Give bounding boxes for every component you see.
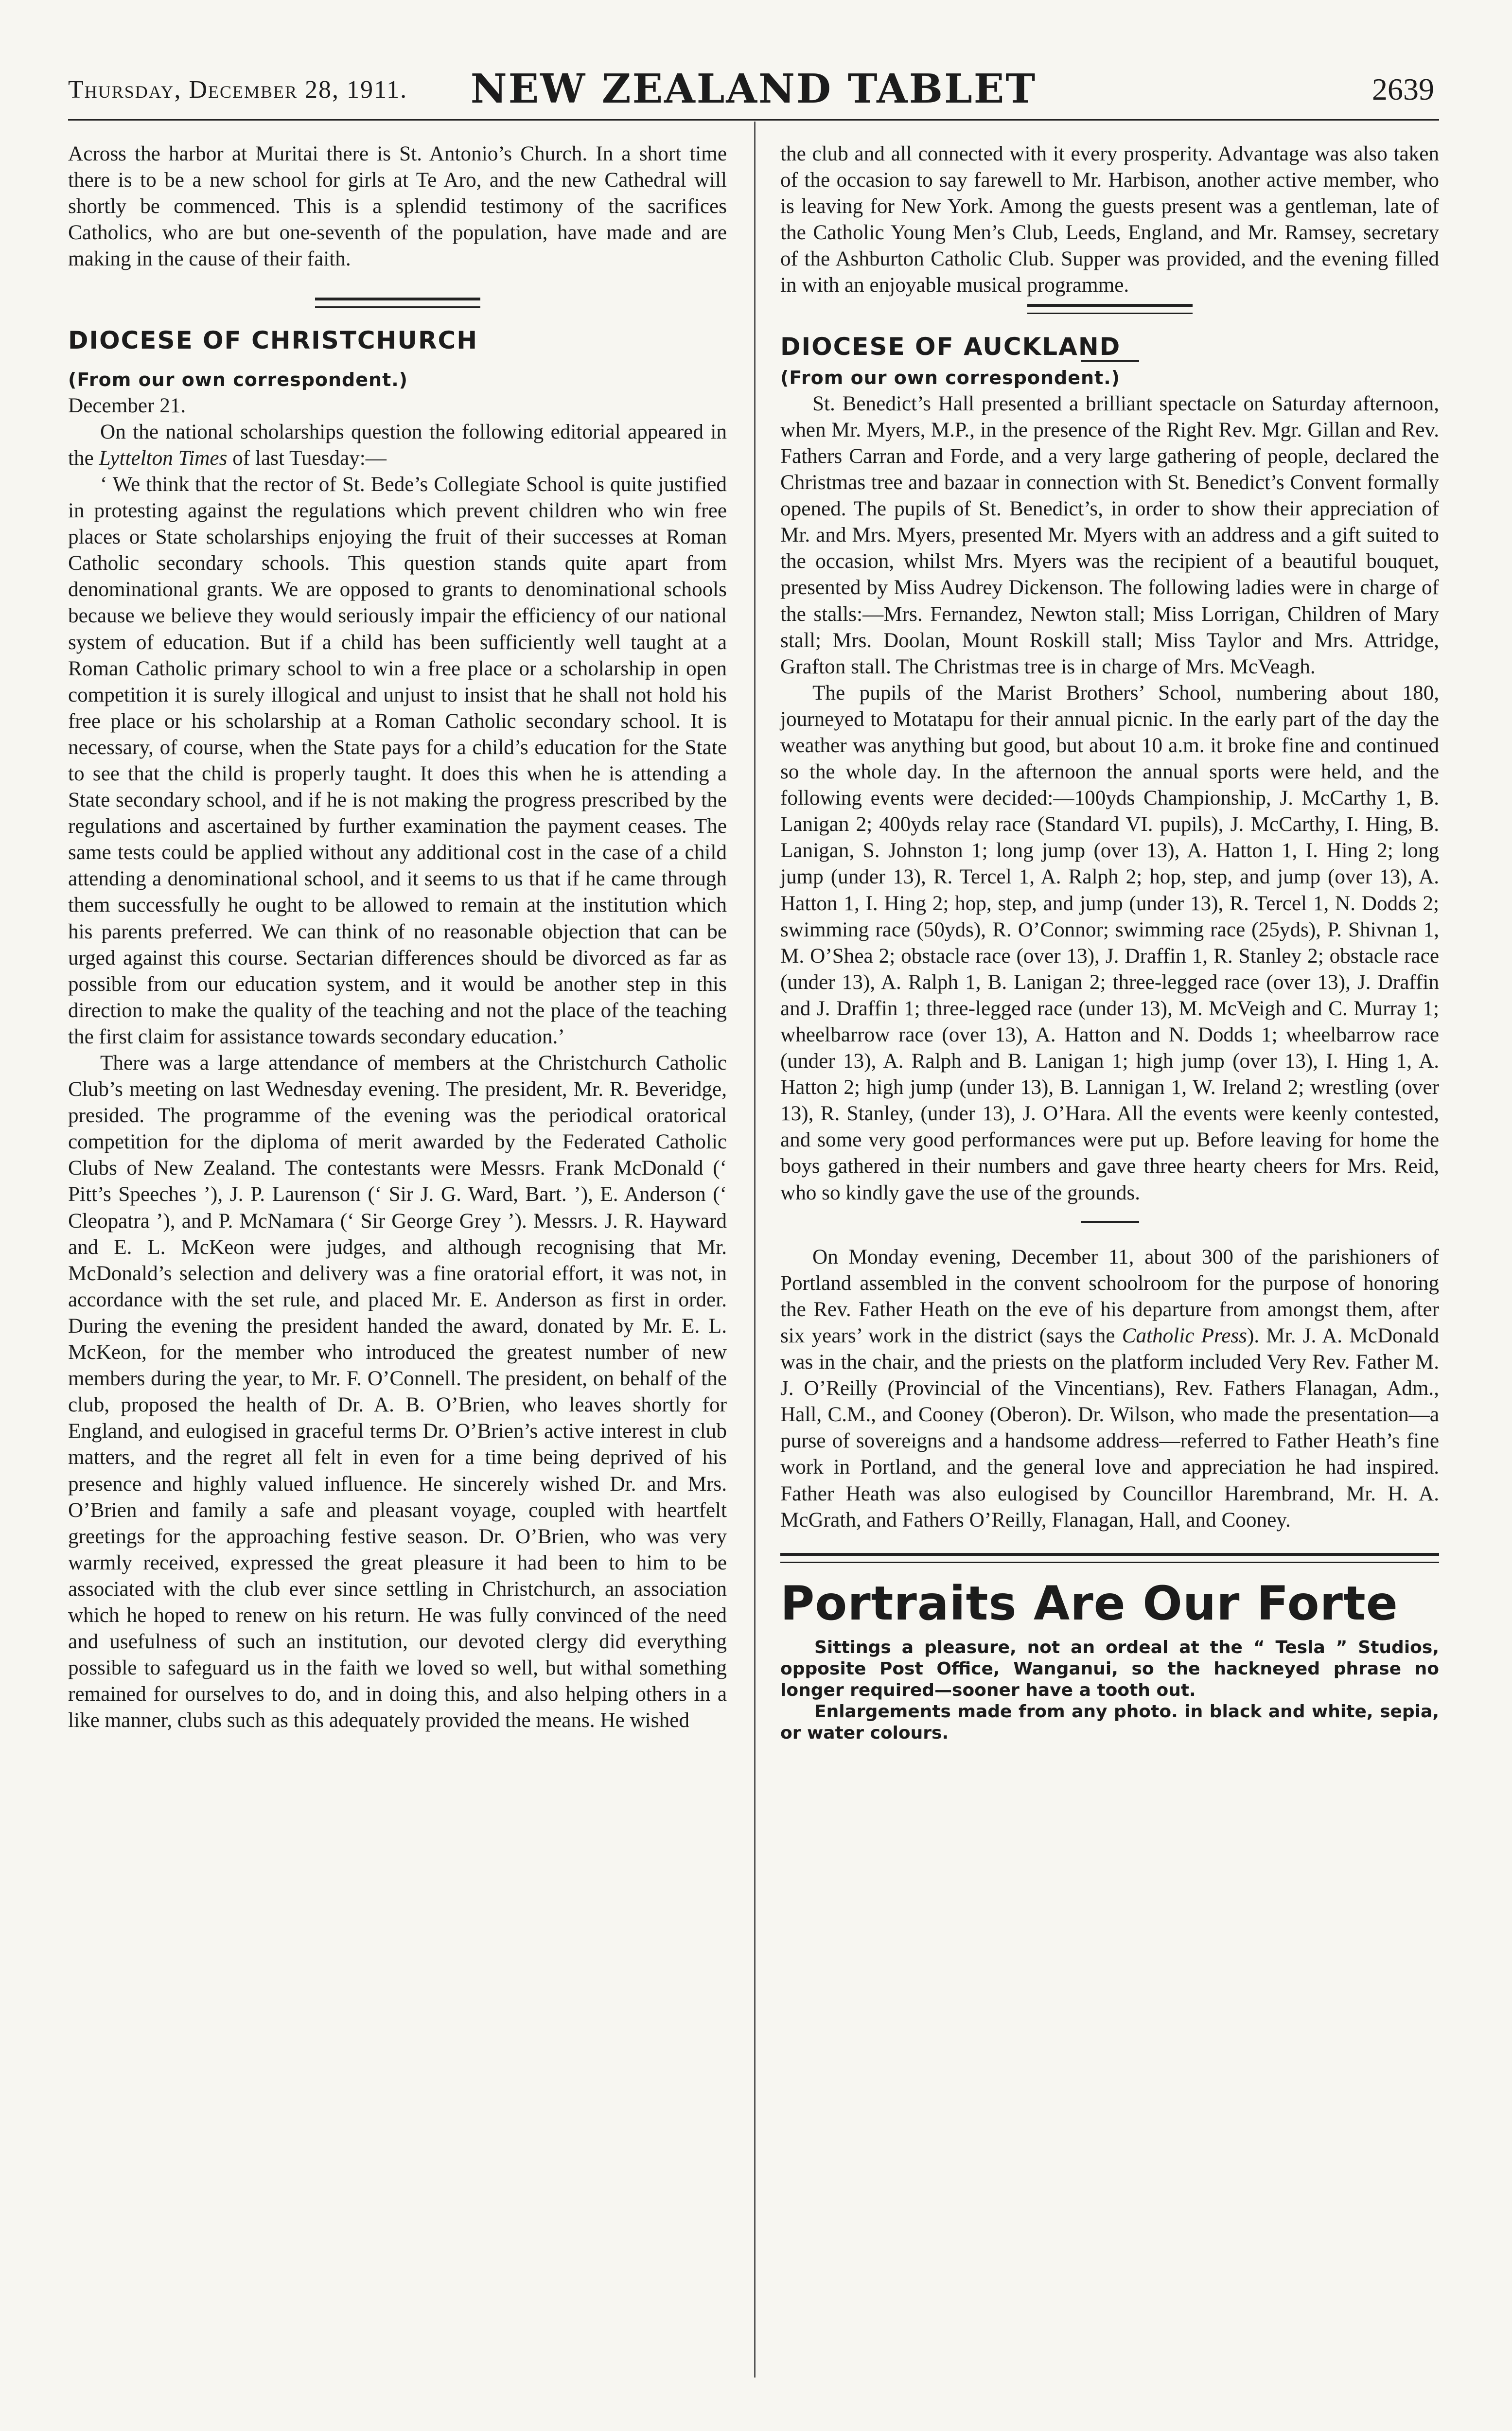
advertisement-line-sittings: Sittings a pleasure, not an ordeal at the “ Tesla ” Studios, opposite Post Office, Wanganui, so the hackneyed phrase no longer required—sooner have a tooth out. <box>780 1637 1439 1700</box>
issue-date: Thursday, December 28, 1911. <box>68 76 408 104</box>
advertisement-rule <box>780 1553 1439 1563</box>
column-divider <box>754 122 756 2378</box>
scholarship-intro-end: of last Tuesday:— <box>227 446 387 470</box>
portland-report-end: ). Mr. J. A. McDonald was in the chair, and the priests on the platform included Very Rev. Father M. J. O’Reilly (Provincial of the Vincentians), Rev. Fathers Flanagan, Adm., Hall, C.M., and Cooney (Oberon). Dr. Wilson, who made the presentation—a purse of sovereigns and a handsome address—referred to Father Heath’s fine work in Portland, and the general love and appreciation he had inspired. Father Heath was also eulogised by Councillor Harembrand, Mr. H. A. McGrath, and Fathers O’Reilly, Flanagan, Hall, and Cooney. <box>780 1324 1439 1532</box>
marist-picnic-report: The pupils of the Marist Brothers’ School, numbering about 180, journeyed to Motatapu for their annual picnic. In the early part of the day the weather was anything but good, but about 10 a.m. it broke fine and continued so the whole day. In the afternoon the annual sports were held, and the following events were decided:—100yds Championship, J. McCarthy 1, B. Lanigan 2; 400yds relay race (Standard VI. pupils), J. McCarthy, I. Hing, B. Lanigan, S. Johnston 1; long jump (over 13), A. Hatton 1, I. Hing 2; long jump (under 13), R. Tercel 1, A. Ralph 2; hop, step, and jump (over 13), A. Hatton 1, I. Hing 2; hop, step, and jump (under 13), R. Tercel 1, N. Dodds 2; swimming race (50yds), R. O’Connor; swimming race (25yds), P. Shivnan 1, M. O’Shea 2; obstacle race (over 13), J. Draffin 1, R. Stanley 2; obstacle race (under 13), A. Ralph 1, B. Lanigan 2; three-legged race (over 13), J. Draffin and J. Draffin 1; three-legged race (under 13), M. McVeigh and C. Murray 1; wheelbarrow race (over 13), A. Hatton and N. Dodds 1; wheelbarrow race (under 13), A. Ralph and B. Lanigan 1; high jump (over 13), I. Hing 1, A. Hatton 2; high jump (under 13), B. Lannigan 1, W. Ireland 2; wrestling (over 13), R. Stanley, (under 13), J. O’Hara. All the events were keenly contested, and some very good performances were put up. Before leaving for home the boys gathered in their numbers and gave three hearty cheers for Mrs. Reid, who so kindly gave the use of the grounds. <box>780 681 1439 1204</box>
auckland-correspondent: (From our own correspondent.) <box>780 367 1121 388</box>
st-benedicts-report: St. Benedict’s Hall presented a brilliant spectacle on Saturday afternoon, when Mr. Myers, M.P., in the presence of the Right Rev. Mgr. Gillan and Rev. Fathers Carran and Forde, and a very large gathering of people, declared the Christmas tree and bazaar in connection with St. Benedict’s Convent formally opened. The pupils of St. Benedict’s, in order to show their appreciation of Mr. and Mrs. Myers, presented Mr. Myers with an address and a gift suited to the occasion, whilst Mrs. Myers was the recipient of a beautiful bouquet, presented by Miss Audrey Dickenson. The following ladies were in charge of the stalls:—Mrs. Fernandez, Newton stall; Miss Lorrigan, Children of Mary stall; Mrs. Doolan, Mount Roskill stall; Miss Taylor and Mrs. Attridge, Grafton stall. The Christmas tree is in charge of Mrs. McVeagh. <box>780 392 1439 678</box>
page-number: 2639 <box>1372 72 1434 106</box>
auckland-heading: DIOCESE OF AUCKLAND <box>780 332 1121 361</box>
catholic-press-title: Catholic Press <box>1122 1324 1247 1347</box>
advertisement-title: Portraits Are Our Forte <box>780 1576 1398 1631</box>
section-separator <box>1027 304 1193 314</box>
club-meeting-report: There was a large attendance of members at the Christchurch Catholic Club’s meeting on last Wednesday evening. The president, Mr. R. Beveridge, presided. The programme of the evening was the periodical oratorical competition for the diploma of merit awarded by the Federated Catholic Clubs of New Zealand. The contestants were Messrs. Frank McDonald (‘ Pitt’s Speeches ’), J. P. Laurenson (‘ Sir J. G. Ward, Bart. ’), E. Anderson (‘ Cleopatra ’), and P. McNamara (‘ Sir George Grey ’). Messrs. J. R. Hayward and E. L. McKeon were judges, and although recognising that Mr. McDonald’s selection and delivery was a fine oratorial effort, it was not, in accordance with the set rule, and placed Mr. E. Anderson as first in order. During the evening the president handed the award, donated by Mr. E. L. McKeon, for the member who introduced the greatest number of new members during the year, to Mr. F. O’Connell. The president, on behalf of the club, proposed the health of Dr. A. B. O’Brien, who leaves shortly for England, and eulogised in graceful terms Dr. O’Brien’s active interest in club matters, and the regret all felt in even for a time being deprived of his presence and highly valued influence. He sincerely wished Dr. and Mrs. O’Brien and family a safe and pleasant voyage, coupled with heartfelt greetings for the approaching festive season. Dr. O’Brien, who was very warmly received, expressed the great pleasure it had been to him to be associated with the club ever since settling in Christchurch, an association which he hoped to renew on his return. He was fully convinced of the need and usefulness of such an institution, our devoted clergy did everything possible to safeguard us in the faith we loved so well, but withal something remained for ourselves to do, and in doing this, and also helping others in a like manner, clubs such as this adequately provided the means. He wished <box>68 1052 727 1732</box>
intro-paragraph: Across the harbor at Muritai there is St. Antonio’s Church. In a short time there is to be a new school for girls at Te Aro, and the new Cathedral will shortly be commenced. This is a splendid testimony of the sacrifices Catholics, who are but one-seventh of the population, have made and are making in the cause of their faith. <box>68 142 727 271</box>
club-report-continuation: the club and all connected with it every prosperity. Advantage was also taken of the occasion to say farewell to Mr. Harbison, another active member, who is leaving for New York. Among the guests present was a gentleman, late of the Catholic Young Men’s Club, Leeds, England, and Mr. Ramsey, secretary of the Ashburton Catholic Club. Supper was provided, and the evening filled in with an enjoyable musical programme. <box>780 142 1439 297</box>
right-column <box>780 141 1439 1744</box>
tesla-studios-advertisement <box>780 1577 1439 1744</box>
section-separator <box>315 298 480 308</box>
portland-report-text: On Monday evening, December 11, about 300 of the parishioners of Portland assembled in the convent schoolroom for the purpose of honoring the Rev. Father Heath on the eve of his departure from amongst them, after six years’ work in the district (says the <box>780 1245 1439 1347</box>
masthead-rule <box>68 119 1439 121</box>
lyttelton-times-title: Lyttelton Times <box>99 446 228 470</box>
masthead <box>68 66 1439 114</box>
scholarship-intro-text: On the national scholarships question the following editorial appeared in the <box>68 420 727 470</box>
newspaper-title: NEW ZEALAND TABLET <box>470 66 1037 112</box>
scholarship-intro <box>68 419 727 472</box>
editorial-quote: ‘ We think that the rector of St. Bede’s Collegiate School is quite justified in protesting against the regulations which prevent children who win free places or State scholarships enjoying the fruit of their successes at Roman Catholic secondary schools. This question stands quite apart from denominational grants. We are opposed to grants to denominational schools because we believe they would seriously impair the efficiency of our national system of education. But if a child has been sufficiently well taught at a Roman Catholic primary school to win a free place or a scholarship in open competition it is surely illogical and unjust to insist that he shall not hold his free place or his scholarship at a Roman Catholic secondary school. It is necessary, of course, when the State pays for a child’s education for the State to see that the child is properly taught. It does this when he is attending a State secondary school, and if he is not making the progress prescribed by the regulations and ascertained by further examination the payment ceases. The same tests could be applied without any additional cost in the case of a child attending a denominational school, and it seems to us that if he came through them successfully he ought to be allowed to remain at the institution which his parents preferred. We can think of no reasonable objection that can be urged against this course. Sectarian differences should be divorced as far as possible from our education system, and it would be another step in this direction to make the quality of the teaching and not the place of the teaching the first claim for assistance towards secondary education.’ <box>68 473 727 1048</box>
christchurch-heading: DIOCESE OF CHRISTCHURCH <box>68 326 478 355</box>
christchurch-correspondent: (From our own correspondent.) <box>68 369 408 390</box>
left-column <box>68 141 727 1734</box>
christchurch-dateline: December 21. <box>68 394 186 417</box>
advertisement-line-enlargements: Enlargements made from any photo. in black and white, sepia, or water colours. <box>780 1701 1439 1743</box>
portland-farewell-report <box>780 1244 1439 1533</box>
